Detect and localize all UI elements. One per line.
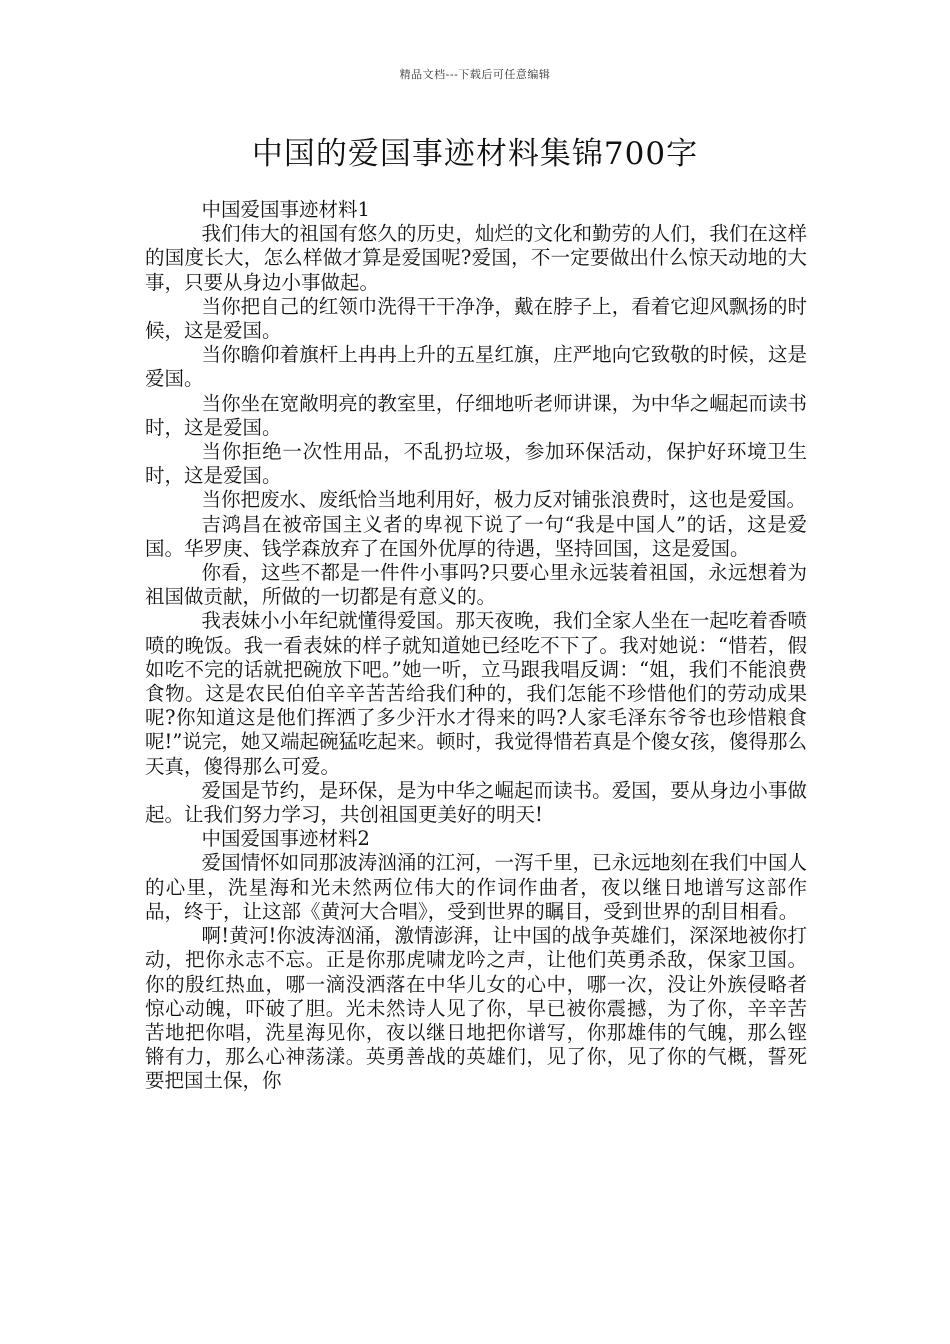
paragraph: 你看，这些不都是一件件小事吗?只要心里永远装着祖国，永远想着为祖国做贡献，所做的一切都是有意义的。: [145, 561, 807, 609]
paragraph: 当你把废水、废纸恰当地利用好，极力反对铺张浪费时，这也是爱国。: [201, 488, 807, 512]
paragraph: 当你把自己的红领巾洗得干干净净，戴在脖子上，看着它迎风飘扬的时候，这是爱国。: [145, 294, 807, 343]
paragraph: 啊!黄河!你波涛汹涌，激情澎湃，让中国的战争英雄们，深深地被你打动，把你永志不忘。正是你那虎啸龙吟之声，让他们英勇杀敌，保家卫国。你的殷红热血，哪一滴没洒落在中华儿女的心中，哪一次，没让外族侵略者惊心动魄，吓破了胆。光未然诗人见了你，早已被你震撼，为了你，辛辛苦苦地把你唱，洗星海见你，夜以继日地把你谱写，你那雄伟的气魄，那么铿锵有力，那么心神荡漾。英勇善战的英雄们，见了你，见了你的气概，誓死要把国土保，你: [145, 924, 807, 1093]
paragraph: 当你坐在宽敞明亮的教室里，仔细地听老师讲课，为中华之崛起而读书时，这是爱国。: [145, 391, 807, 439]
section-heading-1: 中国爱国事迹材料1: [201, 198, 370, 221]
paragraph: 爱国情怀如同那波涛汹涌的江河，一泻千里，已永远地刻在我们中国人的心里，洗星海和光未然两位伟大的作词作曲者，夜以继日地谱写这部作品，终于，让这部《黄河大合唱》，受到世界的瞩目，受到世界的刮目相看。: [145, 851, 807, 923]
paragraph: 吉鸿昌在被帝国主义者的卑视下说了一句“我是中国人”的话，这是爱国。华罗庚、钱学森放弃了在国外优厚的待遇，坚持回国，这是爱国。: [145, 512, 807, 560]
paragraph: 当你拒绝一次性用品，不乱扔垃圾，参加环保活动，保护好环境卫生时，这是爱国。: [145, 440, 807, 488]
document-body: [145, 198, 807, 1094]
document-title: 中国的爱国事迹材料集锦700字: [251, 136, 699, 172]
paragraph: 当你瞻仰着旗杆上冉冉上升的五星红旗，庄严地向它致敬的时候，这是爱国。: [145, 343, 807, 391]
header-note: 精品文档---下载后可任意编辑: [399, 68, 551, 81]
paragraph: 我们伟大的祖国有悠久的历史，灿烂的文化和勤劳的人们，我们在这样的国度长大，怎么样做才算是爱国呢?爱国，不一定要做出什么惊天动地的大事，只要从身边小事做起。: [145, 222, 807, 294]
paragraph: 爱国是节约，是环保，是为中华之崛起而读书。爱国，要从身边小事做起。让我们努力学习，共创祖国更美好的明天!: [145, 778, 807, 827]
section-heading-2: 中国爱国事迹材料2: [201, 827, 370, 851]
paragraph: 我表妹小小年纪就懂得爱国。那天夜晚，我们全家人坐在一起吃着香喷喷的晚饭。我一看表妹的样子就知道她已经吃不下了。我对她说：“惜若，假如吃不完的话就把碗放下吧。”她一听，立马跟我唱反调：“姐，我们不能浪费食物。这是农民伯伯辛辛苦苦给我们种的，我们怎能不珍惜他们的劳动成果呢?你知道这是他们挥洒了多少汗水才得来的吗?人家毛泽东爷爷也珍惜粮食呢!”说完，她又端起碗猛吃起来。顿时，我觉得惜若真是个傻女孩，傻得那么天真，傻得那么可爱。: [145, 609, 807, 778]
